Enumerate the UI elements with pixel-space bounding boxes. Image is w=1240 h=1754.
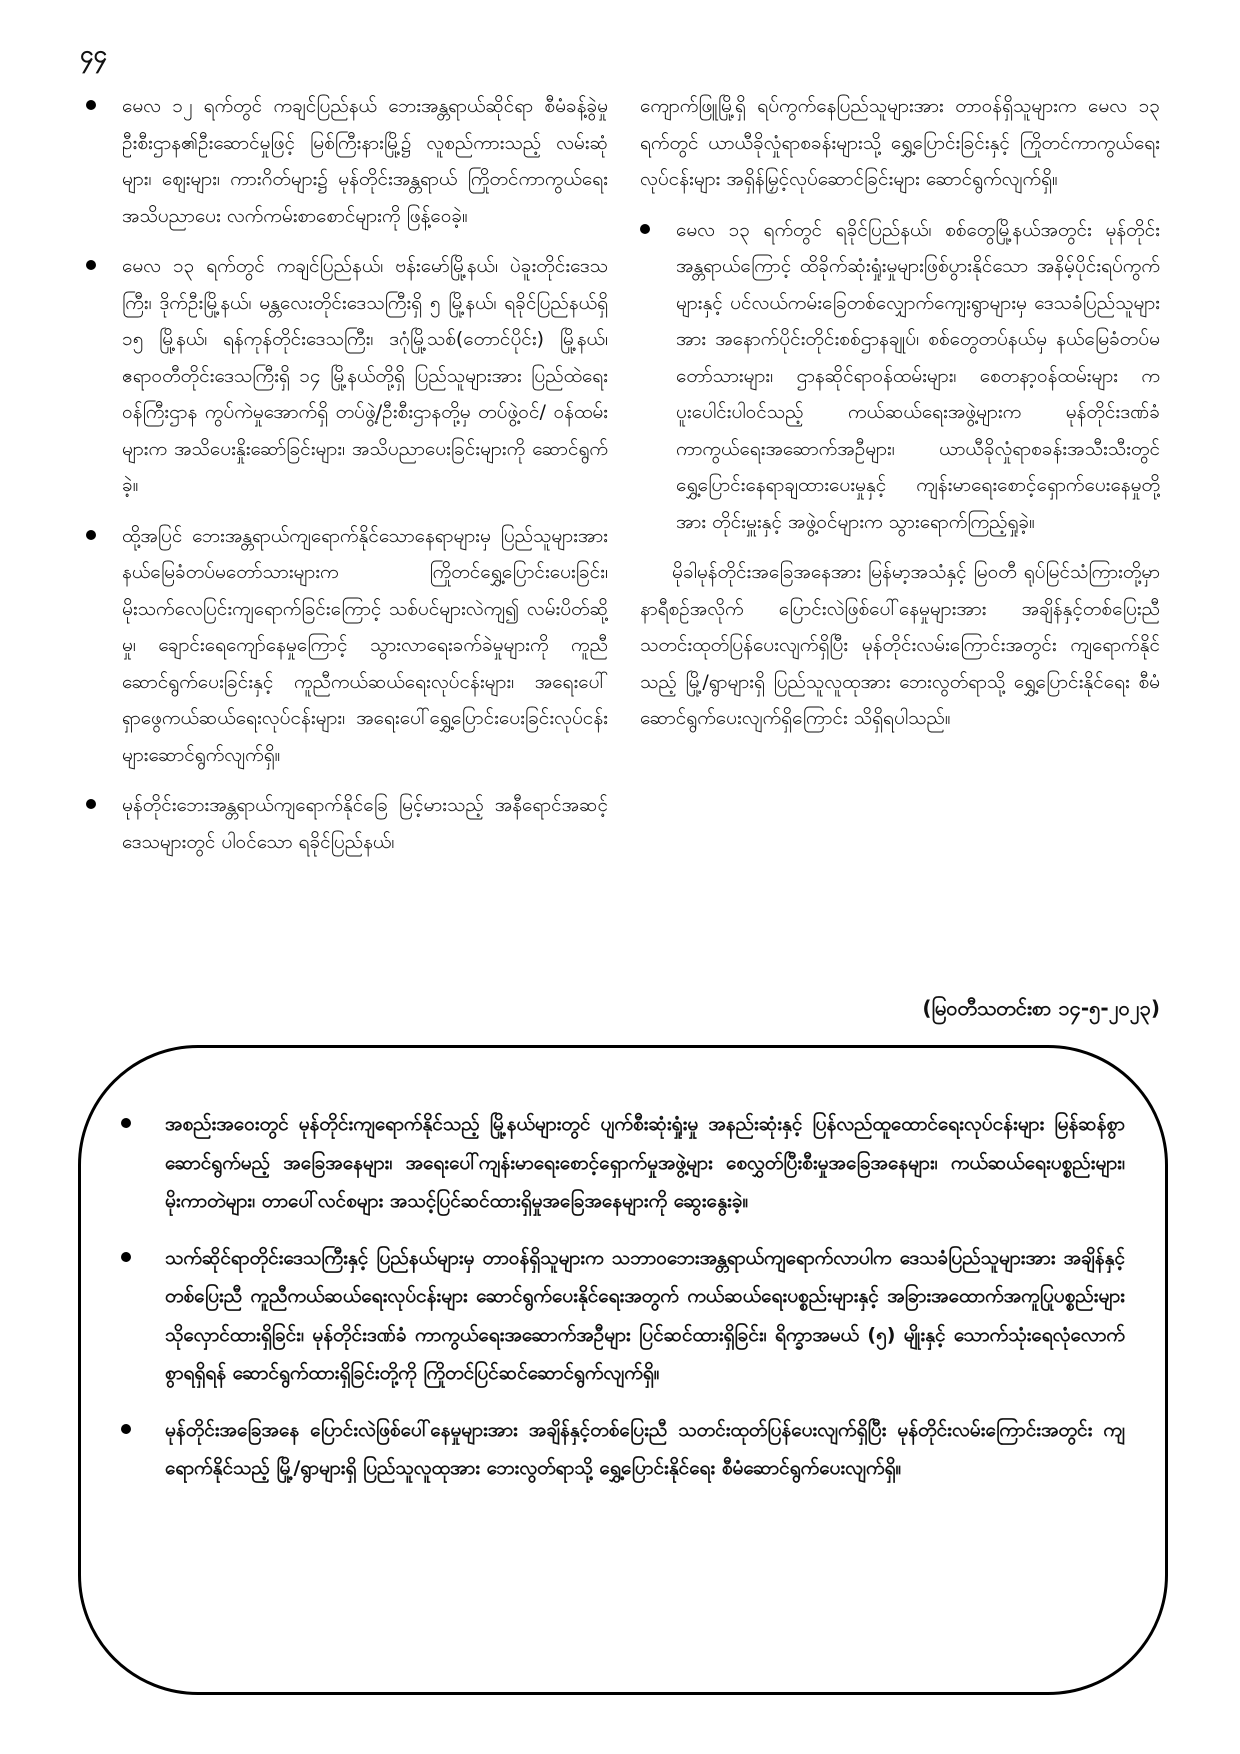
summary-item: သက်ဆိုင်ရာတိုင်းဒေသကြီးနှင့် ပြည်နယ်များမှ တာဝန်ရှိသူများက သဘာဝဘေးအန္တရာယ်ကျရောက်လာပါက ဒေသခံပြည်သူများအား အချိန်နှင့်တစ်ပြေးညီ ကူညီကယ်ဆယ်ရေးလုပ်ငန်းများ ဆောင်ရွက်ပေးနိုင်ရေးအတွက် ကယ်ဆယ်ရေးပစ္စည်းများနှင့် အခြားအထောက်အကူပြုပစ္စည်းများ သိုလှောင်ထားရှိခြင်း၊ မုန်တိုင်းဒဏ်ခံ ကာကွယ်ရေးအဆောက်အဦများ ပြင်ဆင်ထားရှိခြင်း၊ ရိက္ခာအမယ် (၅) မျိုးနှင့် သောက်သုံးရေလုံလောက်စွာရရှိရန် ဆောင်ရွက်ထားရှိခြင်းတို့ကို ကြိုတင်ပြင်ဆင်ဆောင်ရွက်လျက်ရှိ။: [115, 1239, 1125, 1393]
list-item: မုန်တိုင်းဘေးအန္တရာယ်ကျရောက်နိုင်ခြေ မြင့်မားသည့် အနီရောင်အဆင့်ဒေသများတွင် ပါဝင်သော ရခိုင်ပြည်နယ်၊: [86, 787, 608, 860]
page-number: ၄၄: [80, 40, 107, 68]
list-item: ထို့အပြင် ဘေးအန္တရာယ်ကျရောက်နိုင်သောနေရာများမှ ပြည်သူများအား နယ်မြေခံတပ်မတော်သားများက ကြိုတင်ရွှေ့ပြောင်းပေးခြင်း၊ မိုးသက်လေပြင်းကျရောက်ခြင်းကြောင့် သစ်ပင်များလဲကျ၍ လမ်းပိတ်ဆို့မှု၊ ချောင်းရေကျော်နေမှုကြောင့် သွားလာရေးခက်ခဲမှုများကို ကူညီဆောင်ရွက်ပေးခြင်းနှင့် ကူညီကယ်ဆယ်ရေးလုပ်ငန်းများ၊ အရေးပေါ်ရှာဖွေကယ်ဆယ်ရေးလုပ်ငန်းများ၊ အရေးပေါ်ရွှေ့ပြောင်းပေးခြင်းလုပ်ငန်းများဆောင်ရွက်လျက်ရှိ။: [86, 518, 608, 774]
summary-item: အစည်းအဝေးတွင် မုန်တိုင်းကျရောက်နိုင်သည့် မြို့နယ်များတွင် ပျက်စီးဆုံးရှုံးမှု အနည်းဆုံးနှင့် ပြန်လည်ထူထောင်ရေးလုပ်ငန်းများ မြန်ဆန်စွာဆောင်ရွက်မည့် အခြေအနေများ၊ အရေးပေါ်ကျန်းမာရေးစောင့်ရှောက်မှုအဖွဲ့များ စေလွှတ်ပြီးစီးမှုအခြေအနေများ၊ ကယ်ဆယ်ရေးပစ္စည်းများ၊ မိုးကာတဲများ၊ တာပေါ်လင်စများ အသင့်ပြင်ဆင်ထားရှိမှုအခြေအနေများကို ဆွေးနွေးခဲ့။: [115, 1105, 1125, 1221]
summary-list: [115, 1105, 1125, 1506]
list-item: မေလ ၁၂ ရက်တွင် ကချင်ပြည်နယ် ဘေးအန္တရာယ်ဆိုင်ရာ စီမံခန့်ခွဲမှုဦးစီးဌာန၏ဦးဆောင်မှုဖြင့် မြစ်ကြီးနားမြို့၌ လူစည်ကားသည့် လမ်းဆုံများ၊ ဈေးများ၊ ကားဂိတ်များ၌ မုန်တိုင်းအန္တရာယ် ကြိုတင်ကာကွယ်ရေး အသိပညာပေး လက်ကမ်းစာစောင်များကို ဖြန့်ဝေခဲ့။: [86, 88, 608, 234]
continued-paragraph: ကျောက်ဖြူမြို့ရှိ ရပ်ကွက်နေပြည်သူများအား တာဝန်ရှိသူများက မေလ ၁၃ ရက်တွင် ယာယီခိုလှုံရာစခန်းများသို့ ရွှေ့ပြောင်းခြင်းနှင့် ကြိုတင်ကာကွယ်ရေးလုပ်ငန်းများ အရှိန်မြှင့်လုပ်ဆောင်ခြင်းများ ဆောင်ရွက်လျက်ရှိ။: [640, 95, 1160, 190]
list-item: မေလ ၁၃ ရက်တွင် ရခိုင်ပြည်နယ်၊ စစ်တွေမြို့နယ်အတွင်း မုန်တိုင်းအန္တရာယ်ကြောင့် ထိခိုက်ဆုံးရှုံးမှုများဖြစ်ပွားနိုင်သော အနိမ့်ပိုင်းရပ်ကွက်များနှင့် ပင်လယ်ကမ်းခြေတစ်လျှောက်ကျေးရွာများမှ ဒေသခံပြည်သူများအား အနောက်ပိုင်းတိုင်းစစ်ဌာနချုပ်၊ စစ်တွေတပ်နယ်မှ နယ်မြေခံတပ်မတော်သားများ၊ ဌာနဆိုင်ရာဝန်ထမ်းများ၊ စေတနာ့ဝန်ထမ်းများ က ပူးပေါင်းပါဝင်သည့် ကယ်ဆယ်ရေးအဖွဲ့များက မုန်တိုင်းဒဏ်ခံ ကာကွယ်ရေးအဆောက်အဦများ၊ ယာယီခိုလှုံရာစခန်းအသီးသီးတွင် ရွှေ့ပြောင်းနေရာချထားပေးမှုနှင့် ကျန်းမာရေးစောင့်ရှောက်ပေးနေမှုတို့အား တိုင်းမှူးနှင့် အဖွဲ့ဝင်များက သွားရောက်ကြည့်ရှုခဲ့။: [640, 212, 1160, 541]
summary-item: မုန်တိုင်းအခြေအနေ ပြောင်းလဲဖြစ်ပေါ်နေမှုများအား အချိန်နှင့်တစ်ပြေးညီ သတင်းထုတ်ပြန်ပေးလျက်ရှိပြီး မုန်တိုင်းလမ်းကြောင်းအတွင်း ကျရောက်နိုင်သည့် မြို့/ရွာများရှိ ပြည်သူလူထုအား ဘေးလွတ်ရာသို့ ရွှေ့ပြောင်းနိုင်ရေး စီမံဆောင်ရွက်ပေးလျက်ရှိ။: [115, 1411, 1125, 1488]
right-column: [640, 88, 1160, 751]
body-paragraph: မိုခါမုန်တိုင်းအခြေအနေအား မြန်မာ့အသံနှင့် မြဝတီ ရုပ်မြင်သံကြားတို့မှာ နာရီစဉ်အလိုက် ပြောင်းလဲဖြစ်ပေါ်နေမှုများအား အချိန်နှင့်တစ်ပြေးညီ သတင်းထုတ်ပြန်ပေးလျက်ရှိပြီး မုန်တိုင်းလမ်းကြောင်းအတွင်း ကျရောက်နိုင်သည့် မြို့/ရွာများရှိ ပြည်သူလူထုအား ဘေးလွတ်ရာသို့ ရွှေ့ပြောင်းနိုင်ရေး စီမံဆောင်ရွက်ပေးလျက်ရှိကြောင်း သိရှိရပါသည်။: [640, 561, 1160, 729]
source-citation: (မြဝတီသတင်းစာ ၁၄-၅-၂၀၂၃): [922, 996, 1160, 1020]
list-item: မေလ ၁၃ ရက်တွင် ကချင်ပြည်နယ်၊ ဗန်းမော်မြို့နယ်၊ ပဲခူးတိုင်းဒေသကြီး၊ ဒိုက်ဦးမြို့နယ်၊ မန္တလေးတိုင်းဒေသကြီးရှိ ၅ မြို့နယ်၊ ရခိုင်ပြည်နယ်ရှိ ၁၅ မြို့နယ်၊ ရန်ကုန်တိုင်းဒေသကြီး၊ ဒဂုံမြို့သစ်(တောင်ပိုင်း) မြို့နယ်၊ ဧရာဝတီတိုင်းဒေသကြီးရှိ ၁၄ မြို့နယ်တို့ရှိ ပြည်သူများအား ပြည်ထဲရေးဝန်ကြီးဌာန ကွပ်ကဲမှုအောက်ရှိ တပ်ဖွဲ့/ဦးစီးဌာနတို့မှ တပ်ဖွဲ့ဝင်/ ဝန်ထမ်းများက အသိပေးနှိုးဆော်ခြင်းများ၊ အသိပညာပေးခြင်းများကို ဆောင်ရွက်ခဲ့။: [86, 248, 608, 504]
left-column: [86, 88, 608, 874]
